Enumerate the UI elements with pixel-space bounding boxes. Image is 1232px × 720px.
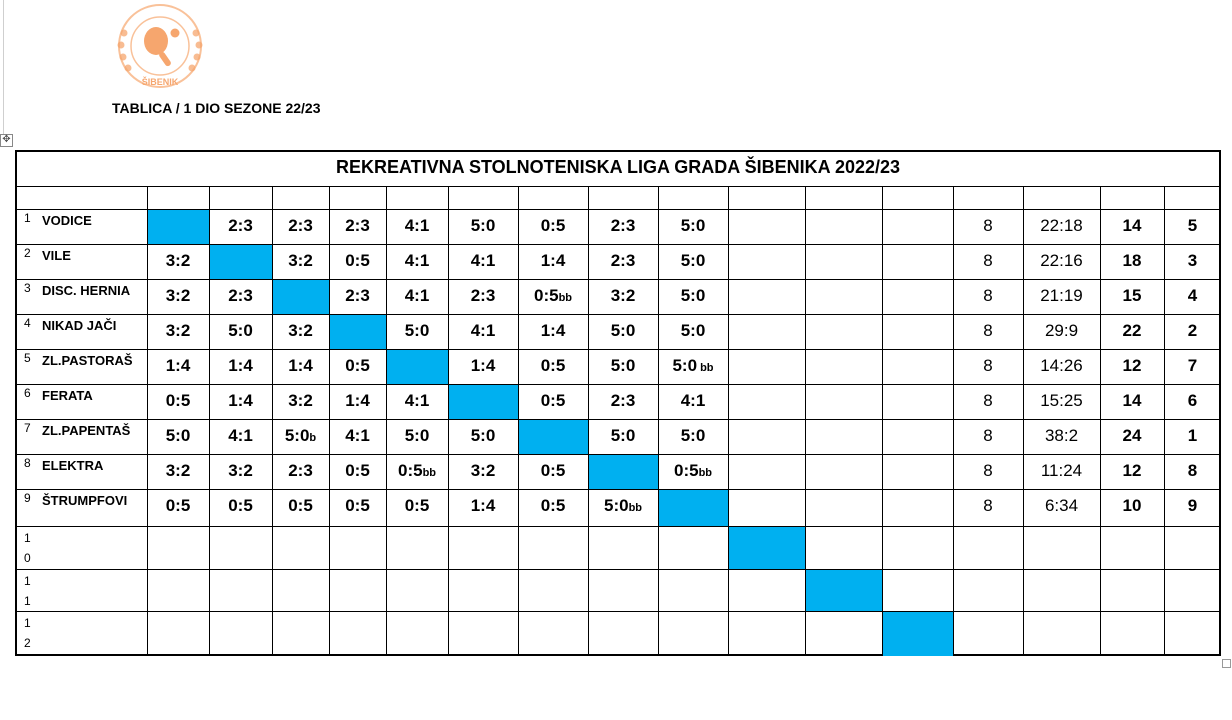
result-score: 3:2 — [470, 461, 496, 480]
header-round — [329, 187, 386, 210]
page-margin-line — [3, 0, 4, 135]
result-cell — [448, 461, 518, 481]
result-cell — [272, 251, 329, 271]
result-cell — [658, 321, 728, 341]
stat-set-raz: 29:9 — [1044, 321, 1079, 340]
header-round — [386, 187, 448, 210]
row-divider — [15, 384, 1221, 385]
result-score: 3:2 — [228, 461, 253, 480]
result-cell — [518, 251, 588, 271]
result-cell — [329, 356, 386, 376]
team-name: ZL.PAPENTAŠ — [42, 423, 131, 438]
stat-bod: 12 — [1122, 356, 1142, 375]
result-cell — [518, 286, 588, 306]
row-divider — [15, 454, 1221, 455]
result-cell — [209, 391, 272, 411]
result-score: 4:1 — [345, 426, 370, 445]
team-name: ŠTRUMPFOVI — [42, 493, 128, 508]
result-score: 5:0 — [228, 321, 253, 340]
result-score: 2:3 — [345, 286, 370, 305]
result-suffix: bb — [422, 467, 437, 479]
result-score: 5:0 — [680, 251, 706, 270]
header-round — [209, 187, 272, 210]
stat-bod: 12 — [1122, 461, 1142, 480]
result-cell — [147, 321, 209, 341]
row-number: 2 — [24, 246, 31, 260]
result-score: 3:2 — [288, 251, 313, 270]
result-cell — [272, 321, 329, 341]
stat-kolo: 8 — [983, 251, 993, 270]
result-cell — [209, 426, 272, 446]
row-divider — [15, 314, 1221, 315]
stat-kolo: 8 — [983, 391, 993, 410]
result-score: 1:4 — [345, 391, 370, 410]
result-score: 1:4 — [288, 356, 313, 375]
result-cell — [209, 321, 272, 341]
row-number: 1 — [24, 211, 31, 225]
result-score: 3:2 — [610, 286, 636, 305]
result-score: 4:1 — [404, 391, 430, 410]
row-number-digit: 1 — [24, 594, 31, 608]
row-divider — [15, 489, 1221, 490]
result-score: 5:0 — [680, 321, 706, 340]
row-number — [24, 528, 34, 568]
result-score: 5:0 — [610, 356, 636, 375]
result-score: 2:3 — [228, 286, 253, 305]
result-score: 5:0 — [165, 426, 191, 445]
row-number-digit: 1 — [24, 616, 31, 630]
result-score: 2:3 — [470, 286, 496, 305]
diagonal-cell — [806, 570, 882, 611]
header-round — [728, 187, 805, 210]
stat-set-raz: 11:24 — [1040, 461, 1083, 480]
result-suffix: bb — [558, 292, 573, 304]
team-name: NIKAD JAČI — [42, 318, 117, 333]
result-score: 5:0 — [284, 426, 310, 445]
result-cell — [386, 426, 448, 446]
stat-ran: 1 — [1187, 426, 1198, 445]
stat-set-raz: 15:25 — [1040, 391, 1083, 410]
sheet-subtitle: TABLICA / 1 DIO SEZONE 22/23 — [112, 100, 321, 116]
result-score: 5:0 — [470, 216, 496, 235]
row-number — [24, 613, 34, 653]
header-round — [805, 187, 882, 210]
result-score: 0:5 — [165, 496, 191, 515]
result-score: 5:0 — [603, 496, 629, 515]
stat-ran: 7 — [1187, 356, 1198, 375]
row-divider — [15, 526, 1221, 527]
result-score: 0:5 — [404, 496, 430, 515]
column-divider — [882, 186, 883, 656]
stat-bod: 14 — [1122, 391, 1142, 410]
header-team — [15, 187, 147, 210]
row-divider — [15, 279, 1221, 280]
result-cell — [209, 356, 272, 376]
result-cell — [518, 216, 588, 236]
result-score: 1:4 — [470, 496, 496, 515]
diagonal-cell — [449, 385, 518, 419]
result-cell — [209, 216, 272, 236]
stat-bod: 14 — [1122, 216, 1142, 235]
team-name: VILE — [42, 248, 71, 263]
stat-ran: 6 — [1187, 391, 1198, 410]
result-score: 2:3 — [228, 216, 253, 235]
result-cell — [386, 461, 448, 481]
row-number: 5 — [24, 351, 31, 365]
diagonal-cell — [148, 210, 209, 244]
result-suffix: bb — [628, 502, 643, 514]
result-score: 2:3 — [288, 216, 313, 235]
diagonal-cell — [210, 245, 272, 279]
result-cell — [588, 321, 658, 341]
row-number — [24, 571, 34, 611]
diagonal-cell — [330, 315, 386, 349]
result-cell — [448, 356, 518, 376]
row-divider — [15, 569, 1221, 570]
header-ran — [1164, 187, 1221, 210]
result-score: 1:4 — [470, 356, 496, 375]
result-score: 4:1 — [470, 251, 496, 270]
row-number-digit: 0 — [24, 551, 31, 565]
stat-kolo: 8 — [983, 356, 993, 375]
result-cell — [448, 286, 518, 306]
result-score: 0:5 — [288, 496, 313, 515]
result-score: 2:3 — [610, 216, 636, 235]
stat-bod: 24 — [1122, 426, 1142, 445]
result-score: 0:5 — [228, 496, 253, 515]
result-score: 1:4 — [165, 356, 191, 375]
header-bod — [1100, 187, 1164, 210]
result-score: 0:5 — [345, 496, 370, 515]
result-score: 0:5 — [345, 461, 370, 480]
stat-bod: 18 — [1122, 251, 1142, 270]
result-cell — [448, 216, 518, 236]
result-cell — [147, 356, 209, 376]
result-cell — [272, 496, 329, 516]
team-name: ELEKTRA — [42, 458, 104, 473]
row-number: 6 — [24, 386, 31, 400]
result-score: 1:4 — [540, 321, 566, 340]
result-score: 3:2 — [165, 321, 191, 340]
stat-ran: 8 — [1187, 461, 1198, 480]
result-cell — [588, 251, 658, 271]
result-cell — [518, 356, 588, 376]
team-name: ZL.PASTORAŠ — [42, 353, 133, 368]
result-cell — [448, 496, 518, 516]
result-score: 3:2 — [165, 286, 191, 305]
diagonal-cell — [729, 527, 805, 569]
result-score: 5:0 — [680, 426, 706, 445]
table-title: REKREATIVNA STOLNOTENISKA LIGA GRADA ŠIBENIKA 2022/23 — [335, 157, 901, 177]
result-score: 0:5 — [165, 391, 191, 410]
result-score: 0:5 — [540, 356, 566, 375]
result-score: 0:5 — [540, 391, 566, 410]
result-score: 5:0 — [610, 426, 636, 445]
result-score: 4:1 — [404, 216, 430, 235]
result-score: 2:3 — [610, 391, 636, 410]
row-number: 8 — [24, 456, 31, 470]
stat-kolo: 8 — [983, 496, 993, 515]
result-score: 2:3 — [345, 216, 370, 235]
diagonal-cell — [387, 350, 448, 384]
stat-kolo: 8 — [983, 286, 993, 305]
row-divider — [15, 419, 1221, 420]
result-cell — [448, 426, 518, 446]
result-cell — [329, 426, 386, 446]
result-score: 4:1 — [404, 251, 430, 270]
result-cell — [147, 286, 209, 306]
result-cell — [588, 286, 658, 306]
team-name: FERATA — [42, 388, 93, 403]
result-cell — [386, 216, 448, 236]
result-cell — [272, 461, 329, 481]
result-score: 0:5 — [397, 461, 423, 480]
result-cell — [658, 216, 728, 236]
result-cell — [386, 286, 448, 306]
result-score: 5:0 — [680, 216, 706, 235]
result-score: 4:1 — [470, 321, 496, 340]
resize-handle-icon[interactable] — [1222, 659, 1231, 668]
result-score: 2:3 — [610, 251, 636, 270]
row-divider — [15, 611, 1221, 612]
result-score: 3:2 — [288, 391, 313, 410]
result-cell — [272, 391, 329, 411]
result-score: 4:1 — [404, 286, 430, 305]
row-number-digit: 1 — [24, 531, 31, 545]
stat-set-raz: 14:26 — [1040, 356, 1083, 375]
diagonal-cell — [659, 490, 728, 526]
diagonal-cell — [519, 420, 588, 454]
column-divider — [728, 186, 729, 656]
result-score: 1:4 — [228, 356, 253, 375]
result-suffix: bb — [698, 467, 713, 479]
header-round — [882, 187, 953, 210]
club-logo-icon — [112, 3, 212, 89]
result-score: 5:0 — [680, 286, 706, 305]
row-number-digit: 1 — [24, 574, 31, 588]
header-round — [518, 187, 588, 210]
result-cell — [272, 426, 329, 446]
row-number: 3 — [24, 281, 31, 295]
result-score: 5:0 — [672, 356, 698, 375]
svg-text:ŠIBENIK: ŠIBENIK — [141, 77, 179, 87]
column-divider — [805, 186, 806, 656]
result-score: 5:0 — [470, 426, 496, 445]
result-cell — [329, 286, 386, 306]
result-cell — [209, 461, 272, 481]
result-cell — [329, 461, 386, 481]
result-cell — [658, 356, 728, 376]
result-score: 3:2 — [165, 461, 191, 480]
header-kolo — [953, 187, 1023, 210]
result-cell — [448, 321, 518, 341]
result-score: 5:0 — [610, 321, 636, 340]
result-cell — [272, 356, 329, 376]
row-number: 4 — [24, 316, 31, 330]
result-score: 2:3 — [288, 461, 313, 480]
result-cell — [209, 496, 272, 516]
result-score: 0:5 — [540, 496, 566, 515]
header-round — [272, 187, 329, 210]
diagonal-cell — [883, 612, 953, 656]
result-cell — [658, 251, 728, 271]
row-number: 9 — [24, 491, 31, 505]
result-score: 4:1 — [228, 426, 253, 445]
result-cell — [588, 391, 658, 411]
result-cell — [386, 321, 448, 341]
stat-set-raz: 22:16 — [1040, 251, 1083, 270]
stat-ran: 3 — [1187, 251, 1198, 270]
result-score: 0:5 — [345, 251, 370, 270]
stat-set-raz: 6:34 — [1044, 496, 1079, 515]
stat-set-raz: 38:2 — [1044, 426, 1079, 445]
stat-kolo: 8 — [983, 461, 993, 480]
diagonal-cell — [273, 280, 329, 314]
result-cell — [147, 391, 209, 411]
team-name: DISC. HERNIA — [42, 283, 131, 298]
row-divider — [15, 244, 1221, 245]
row-number-digit: 2 — [24, 636, 31, 650]
header-round — [147, 187, 209, 210]
result-cell — [329, 496, 386, 516]
result-cell — [386, 251, 448, 271]
result-cell — [518, 496, 588, 516]
result-cell — [658, 461, 728, 481]
result-cell — [658, 426, 728, 446]
result-score: 3:2 — [165, 251, 191, 270]
result-score: 0:5 — [540, 216, 566, 235]
result-cell — [658, 286, 728, 306]
result-cell — [518, 461, 588, 481]
result-cell — [147, 251, 209, 271]
diagonal-cell — [589, 455, 658, 489]
result-cell — [329, 216, 386, 236]
result-score: 4:1 — [680, 391, 706, 410]
stat-set-raz: 22:18 — [1040, 216, 1083, 235]
stat-ran: 5 — [1187, 216, 1198, 235]
result-cell — [658, 391, 728, 411]
result-cell — [588, 496, 658, 516]
row-divider — [15, 349, 1221, 350]
result-cell — [448, 251, 518, 271]
header-round — [658, 187, 728, 210]
stat-bod: 15 — [1122, 286, 1142, 305]
result-cell — [588, 356, 658, 376]
header-round — [588, 187, 658, 210]
stat-ran: 2 — [1187, 321, 1198, 340]
result-score: 3:2 — [288, 321, 313, 340]
stat-set-raz: 21:19 — [1040, 286, 1083, 305]
result-score: 5:0 — [404, 321, 430, 340]
result-cell — [147, 496, 209, 516]
team-name: VODICE — [42, 213, 92, 228]
result-cell — [588, 426, 658, 446]
column-divider — [209, 186, 210, 656]
header-round — [448, 187, 518, 210]
result-score: 1:4 — [228, 391, 253, 410]
result-cell — [209, 286, 272, 306]
stat-ran: 9 — [1187, 496, 1198, 515]
stat-kolo: 8 — [983, 216, 993, 235]
row-number: 7 — [24, 421, 31, 435]
header-set-raz — [1023, 187, 1100, 210]
stat-bod: 10 — [1122, 496, 1142, 515]
result-suffix: bb — [697, 362, 714, 374]
move-icon[interactable]: ✥ — [0, 134, 13, 147]
result-cell — [329, 251, 386, 271]
result-score: 0:5 — [540, 461, 566, 480]
result-cell — [386, 391, 448, 411]
result-cell — [518, 321, 588, 341]
result-cell — [329, 391, 386, 411]
result-score: 5:0 — [404, 426, 430, 445]
result-cell — [588, 216, 658, 236]
result-cell — [518, 391, 588, 411]
stat-ran: 4 — [1187, 286, 1198, 305]
result-score: 0:5 — [533, 286, 559, 305]
result-score: 0:5 — [345, 356, 370, 375]
result-suffix: b — [309, 432, 317, 444]
stat-bod: 22 — [1122, 321, 1142, 340]
result-score: 1:4 — [540, 251, 566, 270]
result-cell — [386, 496, 448, 516]
result-score: 0:5 — [673, 461, 699, 480]
stat-kolo: 8 — [983, 426, 993, 445]
result-cell — [147, 461, 209, 481]
stat-kolo: 8 — [983, 321, 993, 340]
result-cell — [147, 426, 209, 446]
result-cell — [272, 216, 329, 236]
